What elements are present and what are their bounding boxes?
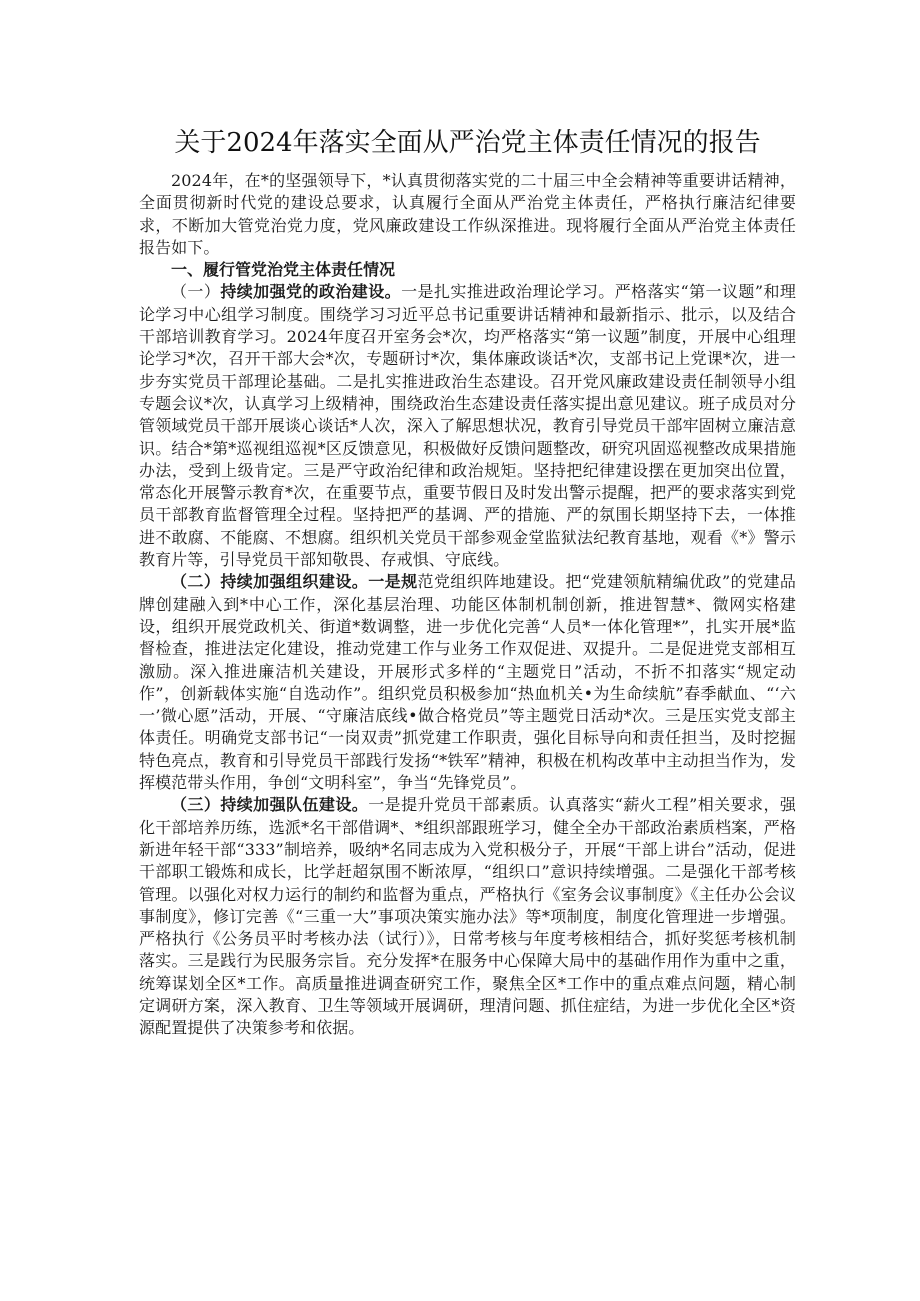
section-heading-1: 一、履行管党治党主体责任情况 — [171, 260, 396, 280]
document-page — [139, 118, 796, 1040]
subsection-2-lead: 持续加强组织建设。一是规 — [220, 572, 418, 592]
subsection-1-number: （一） — [171, 282, 221, 302]
subsection-1-paragraph — [139, 281, 796, 571]
subsection-3-paragraph — [139, 794, 796, 1039]
subsection-1-lead: 持续加强党的政治建设。 — [220, 282, 402, 302]
subsection-3-number: （三） — [171, 795, 221, 815]
intro-paragraph: 2024年，在*的坚强领导下，*认真贯彻落实党的二十届三中全会精神等重要讲话精神，全面贯彻新时代党的建设总要求，认真履行全面从严治党主体责任，严格执行廉洁纪律要求，不断加大管党治党力度，党风廉政建设工作纵深推进。现将履行全面从严治党主体责任报告如下。 — [139, 171, 796, 257]
subsection-1-text: 一是扎实推进政治理论学习。严格落实“第一议题”和理论学习中心组学习制度。围绕学习习近平总书记重要讲话精神和最新指示、批示，以及结合干部培训教育学习。2024年度召开室务会*次，均严格落实“第一议题”制度，开展中心组理论学习*次，召开干部大会*次，专题研讨*次，集体廉政谈话*次，支部书记上党课*次，进一步夯实党员干部理论基础。二是扎实推进政治生态建设。召开党风廉政建设责任制领导小组专题会议*次，认真学习上级精神，围绕政治生态建设责任落实提出意见建议。班子成员对分管领域党员干部开展谈心谈话*人次，深入了解思想状况，教育引导党员干部牢固树立廉洁意识。结合*第*巡视组巡视*区反馈意见，积极做好反馈问题整改，研究巩固巡视整改成果措施办法，受到上级肯定。三是严守政治纪律和政治规矩。坚持把纪律建设摆在更加突出位置，常态化开展警示教育*次，在重要节点，重要节假日及时发出警示提醒，把严的要求落实到党员干部教育监督管理全过程。坚持把严的基调、严的措施、严的氛围长期坚持下去，一体推进不敢腐、不能腐、不想腐。组织机关党员干部参观金堂监狱法纪教育基地，观看《*》警示教育片等，引导党员干部知敬畏、存戒惧、守底线。 — [139, 282, 796, 570]
document-title: 关于2024年落实全面从严治党主体责任情况的报告 — [174, 128, 761, 158]
subsection-3-lead: 持续加强队伍建设。 — [220, 795, 369, 815]
subsection-2-number: （二） — [171, 572, 221, 592]
subsection-2-paragraph — [139, 571, 796, 794]
subsection-3-text: 一是提升党员干部素质。认真落实“薪火工程”相关要求，强化干部培养历练，选派*名干部借调*、*组织部跟班学习，健全全办干部政治素质档案，严格新进年轻干部“333”制培养，吸纳*名同志成为入党积极分子，开展“干部上讲台”活动，促进干部职工锻炼和成长，比学赶超氛围不断浓厚，“组织口”意识持续增强。二是强化干部考核管理。以强化对权力运行的制约和监督为重点，严格执行《室务会议事制度》《主任办公会议事制度》，修订完善《“三重一大”事项决策实施办法》等*项制度，制度化管理进一步增强。严格执行《公务员平时考核办法（试行）》，日常考核与年度考核相结合，抓好奖惩考核机制落实。三是践行为民服务宗旨。充分发挥*在服务中心保障大局中的基础作用作为重中之重，统筹谋划全区*工作。高质量推进调查研究工作，聚焦全区*工作中的重点难点问题，精心制定调研方案，深入教育、卫生等领域开展调研，理清问题、抓住症结，为进一步优化全区*资源配置提供了决策参考和依据。 — [139, 795, 796, 1038]
subsection-2-text: 范党组织阵地建设。把“党建领航精编优政”的党建品牌创建融入到*中心工作，深化基层治理、功能区体制机制创新，推进智慧*、微网实格建设，组织开展党政机关、街道*数调整，进一步优化完善“人员*一体化管理*”，扎实开展*监督检查，推进法定化建设，推动党建工作与业务工作双促进、双提升。二是促进党支部相互激励。深入推进廉洁机关建设，开展形式多样的“主题党日”活动，不折不扣落实“规定动作”，创新载体实施“自选动作”。组织党员积极参加“热血机关•为生命续航”春季献血、“‘六一’微心愿”活动，开展、“守廉洁底线•做合格党员”等主题党日活动*次。三是压实党支部主体责任。明确党支部书记“一岗双责”抓党建工作职责，强化目标导向和责任担当，及时挖掘特色亮点，教育和引导党员干部践行发扬“*铁军”精神，积极在机构改革中主动担当作为，发挥模范带头作用，争创“文明科室”，争当“先锋党员”。 — [139, 572, 796, 793]
